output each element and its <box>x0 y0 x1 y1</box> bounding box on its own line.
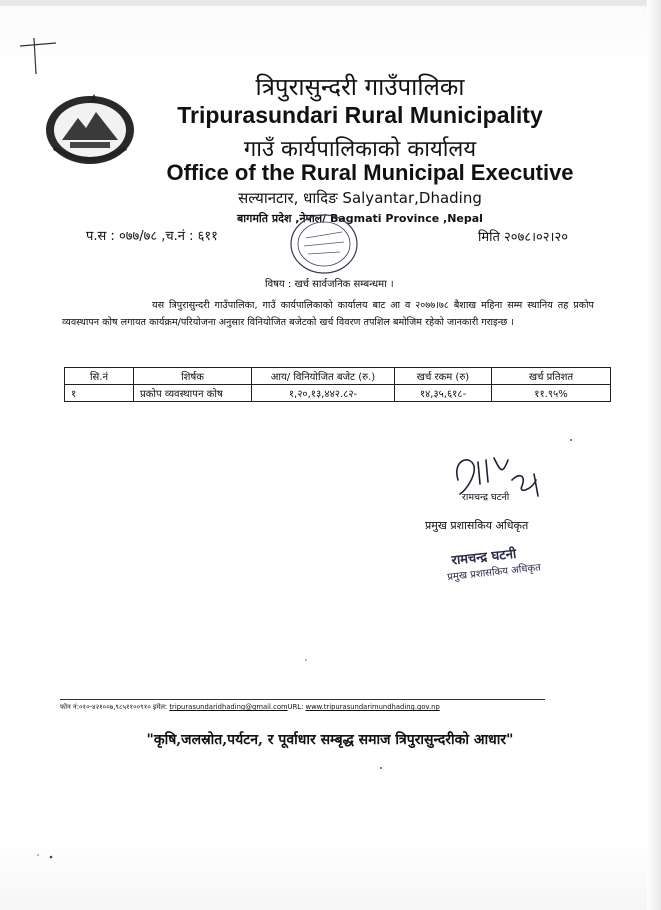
municipality-name-nepali: त्रिपुरासुन्दरी गाउँपालिका <box>255 73 465 101</box>
footer-email-link[interactable]: tripurasundaridhading@gmail.com <box>169 703 288 711</box>
col-header-title: शिर्षक <box>134 368 252 385</box>
municipality-name-english: Tripurasundari Rural Municipality <box>177 102 543 128</box>
col-header-percent: खर्च प्रतिशत <box>492 368 611 385</box>
name-stamp-line-1: रामचन्द्र घटनी <box>450 546 518 569</box>
col-header-expense: खर्च रकम (रु) <box>395 368 492 385</box>
cell-sn: १ <box>65 385 134 402</box>
cell-budget: १,२०,१३,४४२.८२- <box>252 385 395 402</box>
office-name-nepali: गाउँ कार्यपालिकाको कार्यालय <box>243 137 477 162</box>
name-stamp-line-2: प्रमुख प्रशासकिय अधिकृत <box>446 562 542 584</box>
cell-percent: ११.९५% <box>492 385 611 402</box>
signatory-title: प्रमुख प्रशासकिय अधिकृत <box>425 519 529 532</box>
footer-url-label: URL: <box>287 703 306 711</box>
address-line-1: सल्यानटार, धादिङ Salyantar,Dhading <box>238 189 482 207</box>
footer-phone: फोन नं:०१०-४२१००७,९८५११००९१० इमेल: <box>60 703 170 711</box>
col-header-sn: सि.नं <box>65 368 134 385</box>
office-name-english: Office of the Rural Municipal Executive <box>166 160 574 185</box>
cell-title: प्रकोप व्यवस्थापन कोष <box>134 385 252 402</box>
letter-subject: विषय : खर्च सार्वजनिक सम्बन्धमा । <box>265 279 394 290</box>
footer-motto: "कृषि,जलस्रोत,पर्यटन, र पूर्वाधार सम्बृद्ध समाज त्रिपुरासुन्दरीको आधार" <box>146 732 514 748</box>
reference-number: प.स : ०७७/७८ ,च.नं : ६११ <box>86 229 218 244</box>
letter-date: मिति २०७८।०२।२० <box>478 230 568 245</box>
footer-url-link[interactable]: www.tripurasundarimundhading.gov.np <box>305 703 440 711</box>
address-line-2: बागमति प्रदेश ,नेपाल/ Bagmati Province ,Nepal <box>237 212 483 225</box>
signatory-name: रामचन्द्र घटनी <box>462 492 510 503</box>
cell-expense: १४,३५,६१८- <box>395 385 492 402</box>
letter-body: यस त्रिपुरासुन्दरी गाउँपालिका, गाउँ कार्यपालिकाको कार्यालय बाट आ व २०७७।७८ बैशाख महिना सम्म स्थानिय तह प्रकोप व्यवस्थापन कोष लगायत कार्यक्रम/परियोजना अनुसार विनियोजित बजेटको खर्च विवरण तपशिल बमोजिम रहेको जानकारी गराइन्छ । <box>62 300 594 328</box>
col-header-budget: आय/ विनियोजित बजेट (रु.) <box>252 368 395 385</box>
